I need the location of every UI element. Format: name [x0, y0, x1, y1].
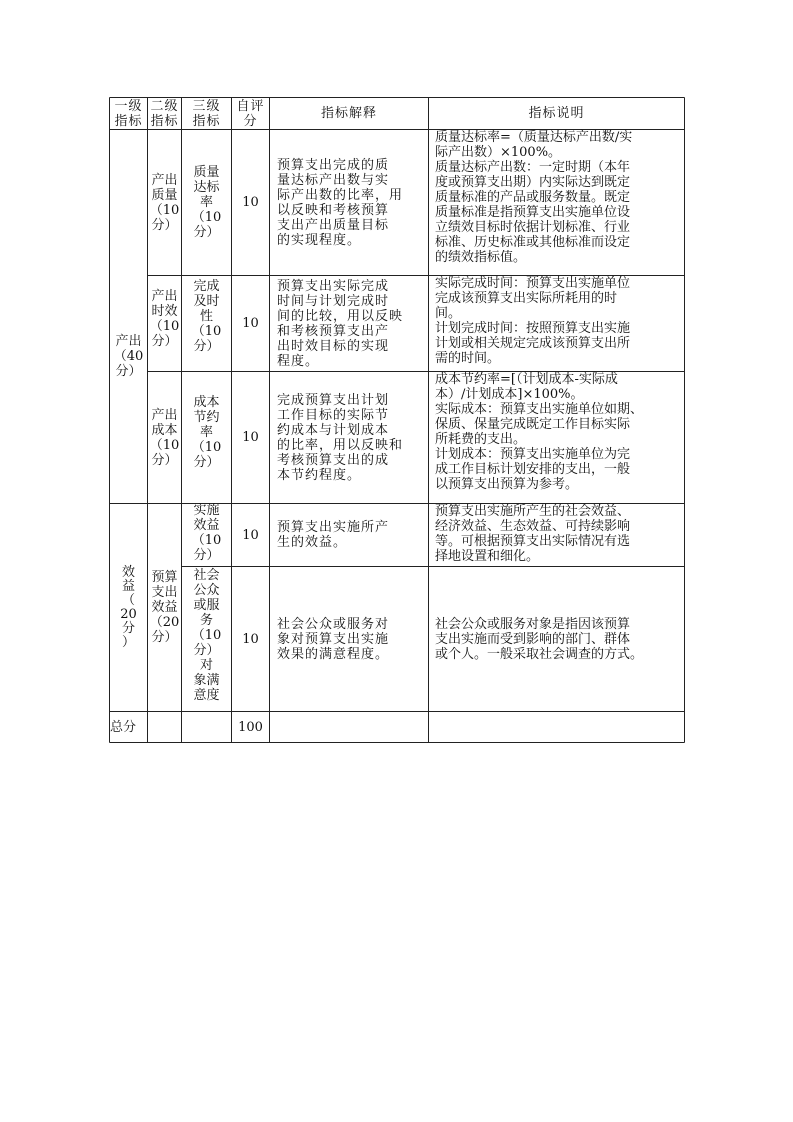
row-timeliness-score: 10: [242, 316, 259, 331]
benefit-level2: 预算 支出 效益 （20 分）: [149, 570, 180, 645]
row-satisfaction-score: 10: [242, 631, 259, 647]
group-output: 产出 （40 分）: [113, 334, 144, 379]
row-timeliness-explain: 预算支出实际完成 时间与计划完成时 间的比较，用以反映 和考核预算支出产 出时效目标的实现 程度。: [277, 278, 404, 369]
row-satisfaction-level3: 社会 公众 或服 务 （10 分） 对 象满 意度: [191, 568, 222, 703]
group-benefit: 效 益 （ 20 分 ）: [120, 564, 137, 650]
row-cost-level3: 成本 节约 率 （10 分）: [191, 395, 222, 470]
row-cost-level2: 产出 成本 （10 分）: [149, 407, 180, 468]
row-quality-score: 10: [242, 195, 259, 210]
header-explain: 指标解释: [320, 106, 377, 121]
row-quality-note: 质量达标率=（质量达标产出数/实 际产出数）×100%。 质量达标产出数：一定时期（本年 度或预算支出期）内实际达到既定 质量标准的产品或服务数量。既定 质量标准是指预算支出实施单位设 立绩效目标时依据计划标准、行业 标准、历史标准或其他标准而设定 的绩效指标值。: [435, 130, 633, 265]
header-score: 自评 分: [236, 98, 265, 129]
row-satisfaction-note: 社会公众或服务对象是指因该预算 支出实施而受到影响的部门、群体 或个人。一般采取社会调查的方式。: [435, 617, 644, 662]
row-quality-level2: 产出 质量 （10 分）: [149, 172, 180, 233]
header-level3: 三级 指标: [192, 98, 221, 129]
row-timeliness-note: 实际完成时间：预算支出实施单位 完成该预算支出实际所耗用的时 间。 计划完成时间：按照预算支出实施 计划或相关规定完成该预算支出所 需的时间。: [435, 276, 631, 366]
row-satisfaction-explain: 社会公众或服务对 象对预算支出实施 效果的满意程度。: [277, 616, 390, 662]
row-quality-level3: 质量 达标 率 （10 分）: [191, 165, 222, 240]
row-impl-benefit-score: 10: [242, 527, 259, 543]
total-label: 总分: [110, 719, 137, 735]
row-impl-benefit-note: 预算支出实施所产生的社会效益、 经济效益、生态效益、可持续影响 等。可根据预算支出实际情况有选 择地设置和细化。: [435, 504, 631, 564]
row-timeliness-level2: 产出 时效 （10 分）: [149, 289, 180, 349]
row-impl-benefit-level3: 实施 效益 （10 分）: [191, 503, 222, 563]
row-cost-explain: 完成预算支出计划 工作目标的实际节 约成本与计划成本 的比率，用以反映和 考核预算支出的成 本节约程度。: [277, 392, 404, 483]
row-impl-benefit-explain: 预算支出实施所产 生的效益。: [277, 520, 390, 550]
row-timeliness-level3: 完成 及时 性 （10 分）: [191, 279, 222, 354]
header-note: 指标说明: [528, 106, 585, 121]
row-cost-note: 成本节约率=[（计划成本-实际成 本）/计划成本]×100%。 实际成本：预算支出实施单位如期、 保质、保量完成既定工作目标实际 所耗费的支出。 计划成本：预算支出实施单位为完 成工作目标计划安排的支出，一般 以预算支出预算为参考。: [435, 372, 644, 492]
evaluation-table: [109, 97, 685, 743]
row-quality-explain: 预算支出完成的质 量达标产出数与实 际产出数的比率，用 以反映和考核预算 支出产出质量目标 的实现程度。: [277, 157, 404, 248]
header-level2: 二级 指标: [150, 98, 179, 129]
total-score: 100: [238, 719, 263, 735]
header-level1: 一级 指标: [114, 98, 143, 129]
row-cost-score: 10: [242, 430, 259, 445]
